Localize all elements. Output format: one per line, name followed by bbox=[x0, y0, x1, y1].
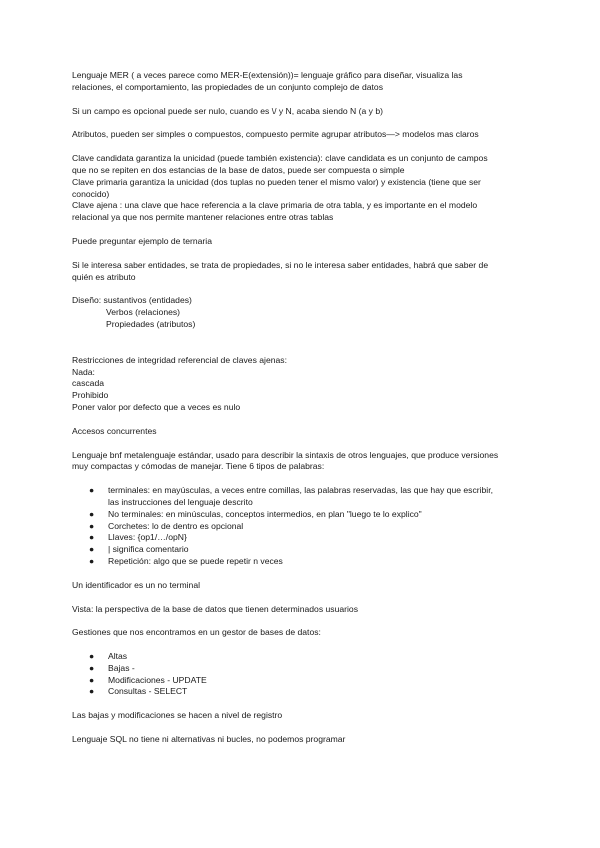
list-item: ● Repetición: algo que se puede repetir n veces bbox=[89, 555, 283, 566]
list-item: ● Corchetes: lo de dentro es opcional bbox=[89, 520, 244, 531]
list-item: ● | significa comentario bbox=[89, 544, 189, 555]
bullet-icon: ● bbox=[89, 532, 95, 543]
bullet-icon: ● bbox=[89, 662, 95, 673]
paragraph-bnf-intro: Lenguaje bnf metalenguaje estándar, usado para describir la sintaxis de otros lenguajes, que produce versiones muy compactas y cómodas de manejar. Tiene 6 tipos de palabras: bbox=[72, 449, 499, 472]
bullet-icon: ● bbox=[89, 544, 95, 555]
bullet-icon: ● bbox=[89, 485, 95, 496]
list-item: ● terminales: en mayúsculas, a veces entre comillas, las palabras reservadas, las que hay que escribir, las instrucciones del lenguaje descrito bbox=[89, 485, 493, 507]
paragraph-mer: Lenguaje MER ( a veces parece como MER-E(extensión))= lenguaje gráfico para diseñar, visualiza las relaciones, el comportamiento, las propiedades de un conjunto complejo de datos bbox=[72, 70, 463, 92]
bullet-icon: ● bbox=[89, 508, 95, 519]
list-item: ● No terminales: en minúsculas, conceptos intermedios, en plan "luego te lo explico" bbox=[89, 508, 422, 519]
paragraph-accesos: Accesos concurrentes bbox=[72, 425, 157, 436]
list-item: ● Consultas - SELECT bbox=[89, 686, 188, 697]
gestiones-list bbox=[72, 651, 528, 698]
paragraph-sql: Lenguaje SQL no tiene ni alternativas ni bucles, no podemos programar bbox=[72, 734, 346, 745]
paragraph-campo-opcional: Si un campo es opcional puede ser nulo, cuando es \/ y N, acaba siendo N (a y b) bbox=[72, 105, 383, 116]
list-item: ● Llaves: {op1/…/opN} bbox=[89, 532, 187, 543]
paragraph-bajas: Las bajas y modificaciones se hacen a nivel de registro bbox=[72, 710, 283, 721]
paragraph-identificador: Un identificador es un no terminal bbox=[72, 579, 201, 590]
paragraph-ternaria: Puede preguntar ejemplo de ternaria bbox=[72, 235, 212, 246]
bullet-icon: ● bbox=[89, 555, 95, 566]
bullet-icon: ● bbox=[89, 520, 95, 531]
paragraph-gestiones: Gestiones que nos encontramos en un gestor de bases de datos: bbox=[72, 627, 321, 638]
list-item: ● Modificaciones - UPDATE bbox=[89, 674, 207, 685]
document-page bbox=[72, 70, 528, 746]
paragraph-claves: Clave candidata garantiza la unicidad (puede también existencia): clave candidata es un conjunto de campos que no se repiten en dos estancias de la base de datos, puede ser compuesta o simple Clave primaria garantiza la unicidad (dos tuplas no pueden tener el mismo valor) y existencia (tiene que ser conocido) Clave ajena : una clave que hace referencia a la clave primaria de otra tabla, y es importante en el modelo relacional ya que nos permite mantener relaciones entre otras tablas bbox=[72, 153, 488, 223]
list-item: ● Altas bbox=[89, 651, 128, 662]
bullet-icon: ● bbox=[89, 651, 95, 662]
list-item: ● Bajas - bbox=[89, 662, 135, 673]
paragraph-restricciones: Restricciones de integridad referencial de claves ajenas: Nada: cascada Prohibido Poner valor por defecto que a veces es nulo bbox=[72, 354, 287, 412]
paragraph-atributos: Atributos, pueden ser simples o compuestos, compuesto permite agrupar atributos—> modelos mas claros bbox=[72, 129, 479, 140]
paragraph-entidades: Si le interesa saber entidades, se trata de propiedades, si no le interesa saber entidades, habrá que saber de quién es atributo bbox=[72, 259, 489, 282]
bnf-list bbox=[72, 485, 528, 568]
spacer bbox=[72, 343, 528, 355]
paragraph-diseno: Diseño: sustantivos (entidades) Verbos (relaciones) Propiedades (atributos) bbox=[72, 295, 196, 329]
bullet-icon: ● bbox=[89, 686, 95, 697]
bullet-icon: ● bbox=[89, 674, 95, 685]
paragraph-vista: Vista: la perspectiva de la base de datos que tienen determinados usuarios bbox=[72, 603, 359, 614]
